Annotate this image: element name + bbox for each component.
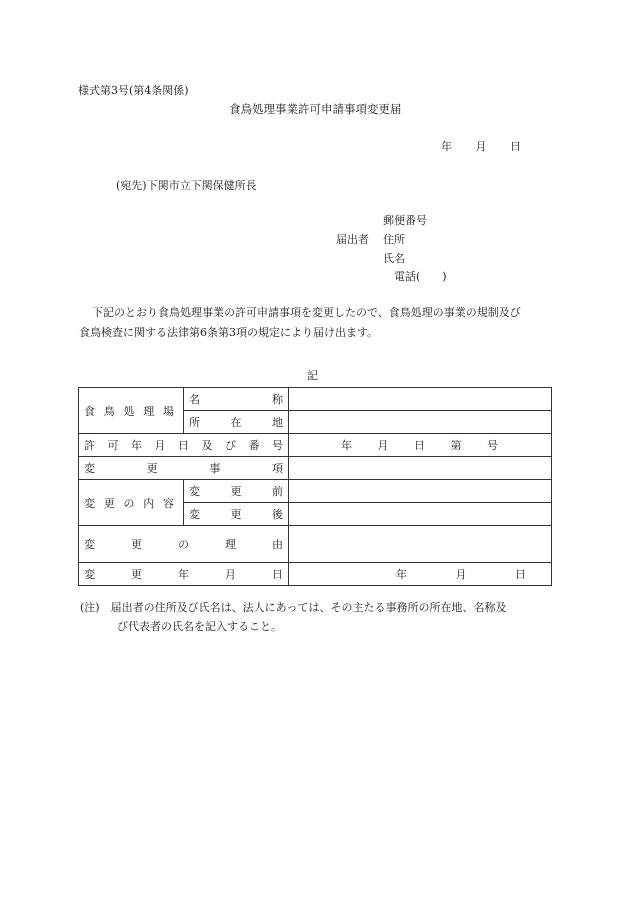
footnote-line-1: (注) 届出者の住所及び氏名は、法人にあっては、その主たる事務所の所在地、名称及 xyxy=(80,601,507,614)
content-label-cell: 変 更 の 内 容 xyxy=(79,480,184,526)
before-label-cell: 変 更 前 xyxy=(184,480,289,503)
change-item-field[interactable] xyxy=(289,457,552,480)
facility-location-field[interactable] xyxy=(289,411,552,434)
body-text-line-1: 下記のとおり食鳥処理事業の許可申請事項を変更したので、食鳥処理の事業の規制及び xyxy=(92,306,521,319)
phone-label: 電話( ) xyxy=(394,270,447,283)
after-label-cell: 変 更 後 xyxy=(184,503,289,526)
addressee: (宛先)下関市立下関保健所長 xyxy=(116,179,257,192)
before-change-field[interactable] xyxy=(289,480,552,503)
form-number: 様式第3号(第4条関係) xyxy=(78,84,189,97)
name-label-cell: 名 称 xyxy=(184,388,289,411)
table-row xyxy=(79,480,552,503)
table-row xyxy=(79,457,552,480)
ki-heading: 記 xyxy=(307,369,318,382)
permit-date-number-field[interactable]: 年 月 日 第 号 xyxy=(289,434,552,457)
table-row xyxy=(79,526,552,563)
change-reason-field[interactable] xyxy=(289,526,552,563)
day-unit: 日 xyxy=(510,140,521,153)
table-row xyxy=(79,434,552,457)
table-row xyxy=(79,388,552,411)
permit-label-cell: 許 可 年 月 日 及 び 番 号 xyxy=(79,434,289,457)
location-label-cell: 所 在 地 xyxy=(184,411,289,434)
facility-name-field[interactable] xyxy=(289,388,552,411)
date-line xyxy=(441,138,521,154)
table-row xyxy=(79,563,552,586)
year-unit: 年 xyxy=(441,140,452,153)
document-title: 食鳥処理事業許可申請事項変更届 xyxy=(229,102,402,116)
footnote xyxy=(80,598,550,636)
change-date-field[interactable]: 年 月 日 xyxy=(289,563,552,586)
footnote-line-2: び代表者の氏名を記入すること。 xyxy=(117,620,282,633)
postal-code-label: 郵便番号 xyxy=(383,214,427,227)
body-text-line-2: 食鳥検査に関する法律第6条第3項の規定により届け出ます。 xyxy=(79,326,379,339)
after-change-field[interactable] xyxy=(289,503,552,526)
notifier-label: 届出者 xyxy=(336,233,369,246)
change-date-label-cell: 変 更 年 月 日 xyxy=(79,563,289,586)
name-label: 氏名 xyxy=(383,252,405,265)
change-details-table xyxy=(78,387,552,586)
address-label: 住所 xyxy=(383,233,405,246)
change-item-label-cell: 変 更 事 項 xyxy=(79,457,289,480)
facility-label-cell: 食 鳥 処 理 場 xyxy=(79,388,184,434)
reason-label-cell: 変 更 の 理 由 xyxy=(79,526,289,563)
month-unit: 月 xyxy=(475,140,487,153)
